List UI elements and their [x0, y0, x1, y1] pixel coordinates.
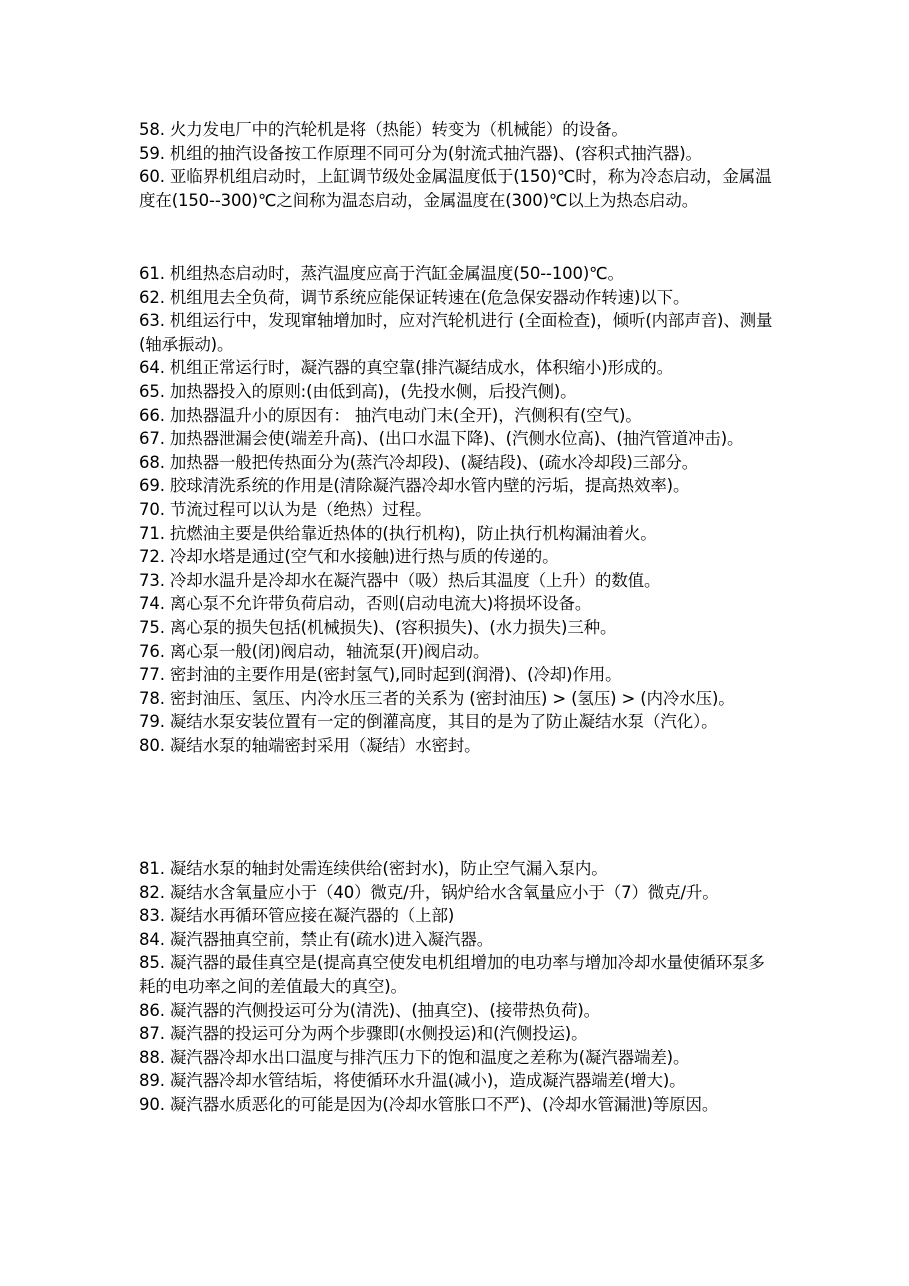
list-item: 82. 凝结水含氧量应小于（40）微克/升，锅炉给水含氧量应小于（7）微克/升。	[139, 882, 719, 902]
list-item: 67. 加热器泄漏会使(端差升高)、(出口水温下降)、(汽侧水位高)、(抽汽管道冲击)。	[139, 429, 744, 449]
list-item: 74. 离心泵不允许带负荷启动，否则(启动电流大)将损坏设备。	[139, 594, 592, 614]
list-item: 83. 凝结水再循环管应接在凝汽器的（上部)	[139, 906, 455, 926]
list-item: 60. 亚临界机组启动时，上缸调节级处金属温度低于(150)℃时，称为冷态启动，金属温度在(150--300)℃之间称为温态启动，金属温度在(300)℃以上为热态启动。	[139, 167, 772, 210]
list-item: 69. 胶球清洗系统的作用是(清除凝汽器冷却水管内壁的污垢，提高热效率)。	[139, 476, 690, 496]
list-item: 76. 离心泵一般(闭)阀启动，轴流泵(开)阀启动。	[139, 641, 490, 661]
list-item: 72. 冷却水塔是通过(空气和水接触)进行热与质的传递的。	[139, 547, 559, 567]
list-item: 61. 机组热态启动时，蒸汽温度应高于汽缸金属温度(50--100)℃。	[139, 264, 624, 283]
list-item: 78. 密封油压、氢压、内冷水压三者的关系为 (密封油压) > (氢压) > (内冷水压)。	[139, 688, 735, 708]
list-item: 81. 凝结水泵的轴封处需连续供给(密封水)，防止空气漏入泵内。	[139, 859, 608, 878]
list-item: 87. 凝汽器的投运可分为两个步骤即(水侧投运)和(汽侧投运)。	[139, 1024, 588, 1044]
list-item: 65. 加热器投入的原则:(由低到高)，(先投水侧，后投汽侧)。	[139, 381, 577, 401]
list-item: 79. 凝结水泵安装位置有一定的倒灌高度，其目的是为了防止凝结水泵（汽化）。	[139, 712, 718, 732]
list-item: 58. 火力发电厂中的汽轮机是将（热能）转变为（机械能）的设备。	[139, 120, 628, 139]
list-item: 77. 密封油的主要作用是(密封氢气),同时起到(润滑)、(冷却)作用。	[139, 665, 622, 685]
list-item: 89. 凝汽器冷却水管结垢，将使循环水升温(减小)，造成凝汽器端差(增大)。	[139, 1071, 686, 1091]
list-item: 66. 加热器温升小的原因有： 抽汽电动门未(全开)，汽侧积有(空气)。	[139, 405, 642, 425]
list-item: 75. 离心泵的损失包括(机械损失)、(容积损失)、(水力损失)三种。	[139, 617, 617, 637]
list-item: 59. 机组的抽汽设备按工作原理不同可分为(射流式抽汽器)、(容积式抽汽器)。	[139, 143, 702, 163]
question-group-61-80	[139, 262, 779, 757]
list-item: 80. 凝结水泵的轴端密封采用（凝结）水密封。	[139, 735, 481, 755]
list-item: 63. 机组运行中，发现窜轴增加时，应对汽轮机进行 (全面检查)，倾听(内部声音)、测量(轴承振动)。	[139, 311, 773, 354]
list-item: 68. 加热器一般把传热面分为(蒸汽冷却段)、(凝结段)、(疏水冷却段)三部分。	[139, 452, 699, 472]
question-group-58-60	[139, 118, 779, 212]
list-item: 70. 节流过程可以认为是（绝热）过程。	[139, 499, 432, 519]
list-item: 73. 冷却水温升是冷却水在凝汽器中（吸）热后其温度（上升）的数值。	[139, 570, 661, 590]
list-item: 64. 机组正常运行时，凝汽器的真空靠(排汽凝结成水，体积缩小)形成的。	[139, 358, 673, 378]
list-item: 86. 凝汽器的汽侧投运可分为(清洗)、(抽真空)、(接带热负荷)。	[139, 1000, 601, 1020]
list-item: 85. 凝汽器的最佳真空是(提高真空使发电机组增加的电功率与增加冷却水量使循环泵多耗的电功率之间的差值最大的真空)。	[139, 953, 765, 996]
question-group-81-90	[139, 857, 779, 1117]
list-item: 88. 凝汽器冷却水出口温度与排汽压力下的饱和温度之差称为(凝汽器端差)。	[139, 1047, 690, 1067]
list-item: 84. 凝汽器抽真空前，禁止有(疏水)进入凝汽器。	[139, 929, 494, 949]
list-item: 71. 抗燃油主要是供给靠近热体的(执行机构)，防止执行机构漏油着火。	[139, 523, 657, 543]
list-item: 90. 凝汽器水质恶化的可能是因为(冷却水管胀口不严)、(冷却水管漏泄)等原因。	[139, 1094, 719, 1114]
list-item: 62. 机组甩去全负荷，调节系统应能保证转速在(危急保安器动作转速)以下。	[139, 287, 690, 307]
